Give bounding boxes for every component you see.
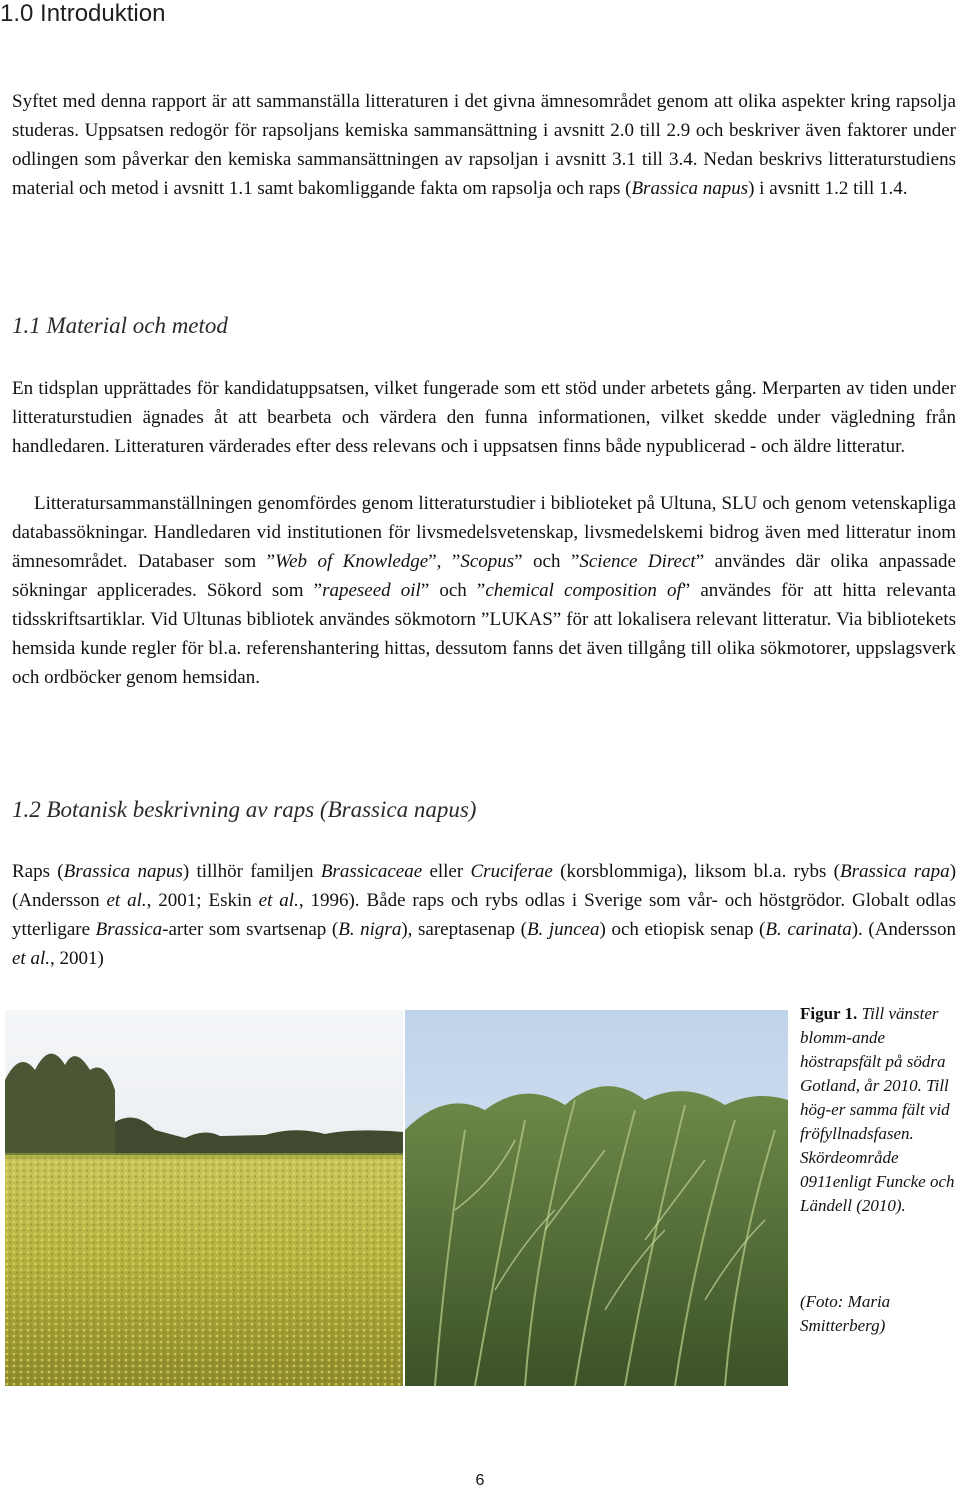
botanik-paragraph: Raps (Brassica napus) tillhör familjen Brassicaceae eller Cruciferae (korsblommiga), liksom bl.a. rybs (Brassica rapa) (Andersson et al., 2001; Eskin et al., 1996). Både raps och rybs odlas i Sverige som vår- och höstgrödor. Globalt odlas ytterligare Brassica-arter som svartsenap (B. nigra), sareptasenap (B. juncea) och etiopisk senap (B. carinata). (Andersson et al., 2001) bbox=[12, 861, 957, 969]
material-paragraph-2: Litteratursammanställningen genomfördes genom litteraturstudier i biblioteket på Ultuna, SLU och genom vetenskapliga databassökningar. Handledaren vid institutionen för livsmedelsvetenskap, livsmedelskemi bidrog även med litteratur inom ämnesområdet. Databaser som ”Web of Knowledge”, ”Scopus” och ”Science Direct” användes där olika anpassade sökningar applicerades. Sökord som ”rapeseed oil” och ”chemical composition of” användes för att hitta relevanta tidsskriftsartiklar. Vid Ultunas bibliotek användes sökmotorn ”LUKAS” för att lokalisera relevant litteratur. Via bibliotekets hemsida kunde regler för bl.a. referenshantering hittas, dessutom fanns det även tillgång till olika sökmotorer, uppslagsverk och ordböcker genom hemsidan. bbox=[12, 493, 956, 688]
photo-flowering-field bbox=[5, 1010, 403, 1386]
page-number: 6 bbox=[475, 1472, 485, 1489]
intro-paragraph: Syftet med denna rapport är att sammanställa litteraturen i det givna ämnesområdet genom att olika aspekter kring rapsolja studeras. Uppsatsen redogör för rapsoljans kemiska sammansättning i avsnitt 2.0 till 2.9 och beskriver även faktorer under odlingen som påverkar den kemiska sammansättningen av rapsoljan i avsnitt 3.1 till 3.4. Nedan beskrivs litteraturstudiens material och metod i avsnitt 1.1 samt bakomliggande fakta om rapsolja och raps (Brassica napus) i avsnitt 1.2 till 1.4. bbox=[12, 91, 956, 199]
subsection-heading-material: 1.1 Material och metod bbox=[12, 313, 228, 338]
material-paragraph-1: En tidsplan upprättades för kandidatuppsatsen, vilket fungerade som ett stöd under arbetets gång. Merparten av tiden under litteraturstudien ägnades åt att bearbeta och värdera den funna informationen, vilket skedde under vägledning från handledaren. Litteraturen värderades efter dess relevans och i uppsatsen finns både nypublicerad - och äldre litteratur. bbox=[12, 378, 956, 457]
flowering-field-image bbox=[5, 1010, 403, 1386]
photo-credit: (Foto: Maria Smitterberg) bbox=[800, 1292, 891, 1335]
photo-seed-filling-field bbox=[405, 1010, 788, 1386]
seed-filling-field-image bbox=[405, 1010, 788, 1386]
subsection-heading-botanik: 1.2 Botanisk beskrivning av raps (Brassica napus) bbox=[12, 797, 477, 822]
section-title: 1.0 Introduktion bbox=[0, 0, 166, 27]
figure-caption: Figur 1. Till vänster blomm-ande höstrapsfält på södra Gotland, år 2010. Till hög-er samma fält vid fröfyllnadsfasen. Skördeområde 0911enligt Funcke och Ländell (2010). bbox=[800, 1004, 955, 1215]
